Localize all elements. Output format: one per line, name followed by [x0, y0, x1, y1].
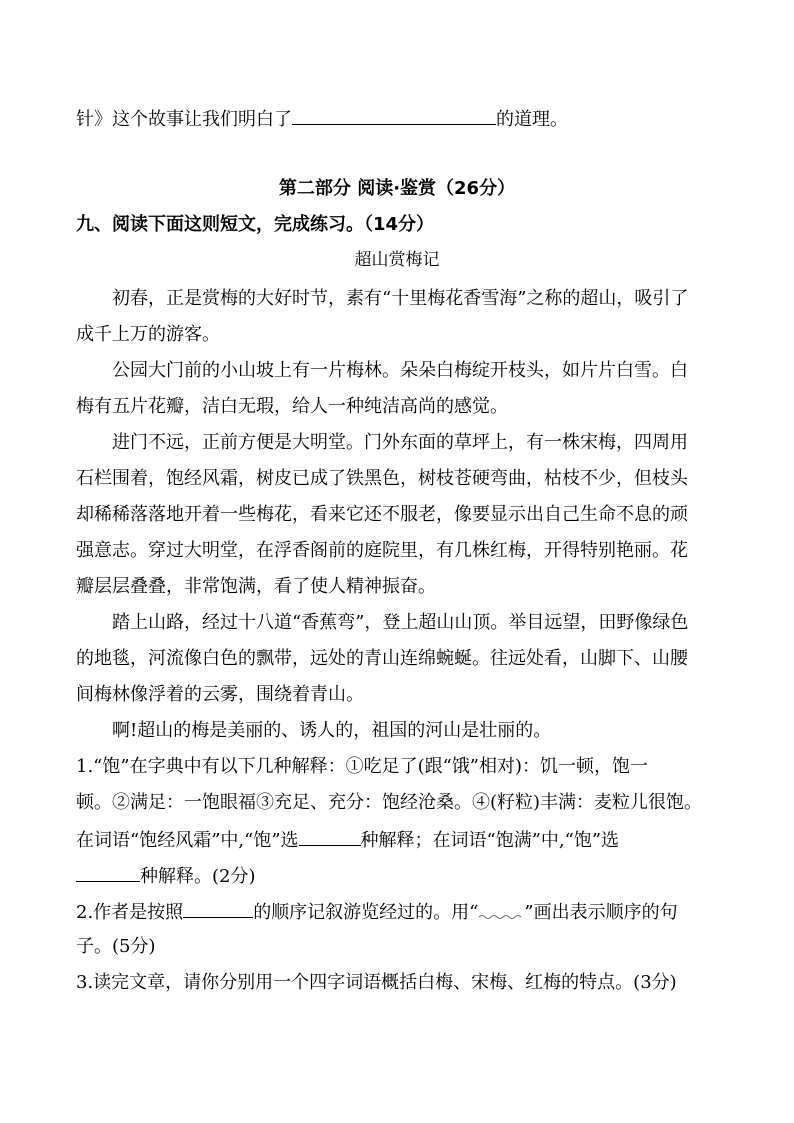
answer-blank[interactable]: [76, 863, 140, 882]
q3-line: 3.读完文章，请你分别用一个四字词语概括白梅、宋梅、红梅的特点。(3分): [76, 972, 677, 993]
q2-text: ”画出表示顺序的句: [524, 902, 678, 923]
answer-blank[interactable]: [183, 899, 253, 918]
passage-line: 石栏围着，饱经风霜，树皮已成了铁黑色，树枝苍硬弯曲，枯枝不少，但枝头: [76, 468, 688, 489]
answer-blank[interactable]: [299, 827, 361, 846]
q1-line: [76, 827, 619, 853]
carry-over-text: 针》这个故事让我们明白了: [76, 109, 292, 130]
q2-line: 子。(5分): [76, 936, 156, 957]
passage-line: 成千上万的游客。: [76, 324, 220, 345]
passage-line: 却稀稀落落地开着一些梅花，看来它还不服老，像要显示出自己生命不息的顽: [76, 504, 688, 525]
q2-text: 2.作者是按照: [76, 902, 184, 923]
passage-line: 进门不远，正前方便是大明堂。门外东面的草坪上，有一株宋梅，四周用: [112, 432, 688, 453]
carry-over-line: [76, 106, 568, 132]
section-heading: 第二部分 阅读·鉴赏（26分）: [278, 178, 516, 199]
passage-line: 的地毯，河流像白色的飘带，远处的青山连绵蜿蜒。往远处看，山脚下、山腰: [76, 648, 688, 669]
passage-title: 超山赏梅记: [354, 250, 440, 270]
q1-text: 在词语“饱经风霜”中,“饱”选: [76, 830, 299, 851]
answer-blank[interactable]: [292, 106, 496, 125]
passage-line: 梅有五片花瓣，洁白无瑕，给人一种纯洁高尚的感觉。: [76, 396, 508, 417]
q2-line: [76, 899, 678, 925]
q1-text: 种解释；在词语“饱满”中,“饱”选: [360, 830, 620, 851]
passage-line: 啊!超山的梅是美丽的、诱人的，祖国的河山是壮丽的。: [112, 720, 552, 741]
question9-heading: 九、阅读下面这则短文，完成练习。（14分）: [76, 214, 435, 235]
passage-line: 踏上山路，经过十八道“香蕉弯”，登上超山山顶。举目远望，田野像绿色: [112, 612, 689, 633]
passage-line: 间梅林像浮着的云雾，围绕着青山。: [76, 684, 364, 705]
passage-line: 公园大门前的小山坡上有一片梅林。朵朵白梅绽开枝头，如片片白雪。白: [112, 360, 688, 381]
passage-line: 初春，正是赏梅的大好时节，素有“十里梅花香雪海”之称的超山，吸引了: [112, 288, 689, 309]
q2-text: 的顺序记叙游览经过的。用“: [253, 902, 479, 923]
carry-over-tail: 的道理。: [496, 109, 568, 130]
wavy-underline-icon: [478, 906, 524, 920]
q1-line: 顿。②满足：一饱眼福③充足、充分：饱经沧桑。④(籽粒)丰满：麦粒儿很饱。: [76, 792, 703, 813]
q1-line: 1.“饱”在字典中有以下几种解释：①吃足了(跟“饿”相对)：饥一顿，饱一: [76, 756, 649, 777]
passage-line: 瓣层层叠叠，非常饱满，看了使人精神振奋。: [76, 576, 436, 597]
passage-line: 强意志。穿过大明堂，在浮香阁前的庭院里，有几株红梅，开得特别艳丽。花: [76, 540, 688, 561]
q1-text: 种解释。(2分): [140, 866, 256, 887]
q1-line: [76, 863, 256, 889]
